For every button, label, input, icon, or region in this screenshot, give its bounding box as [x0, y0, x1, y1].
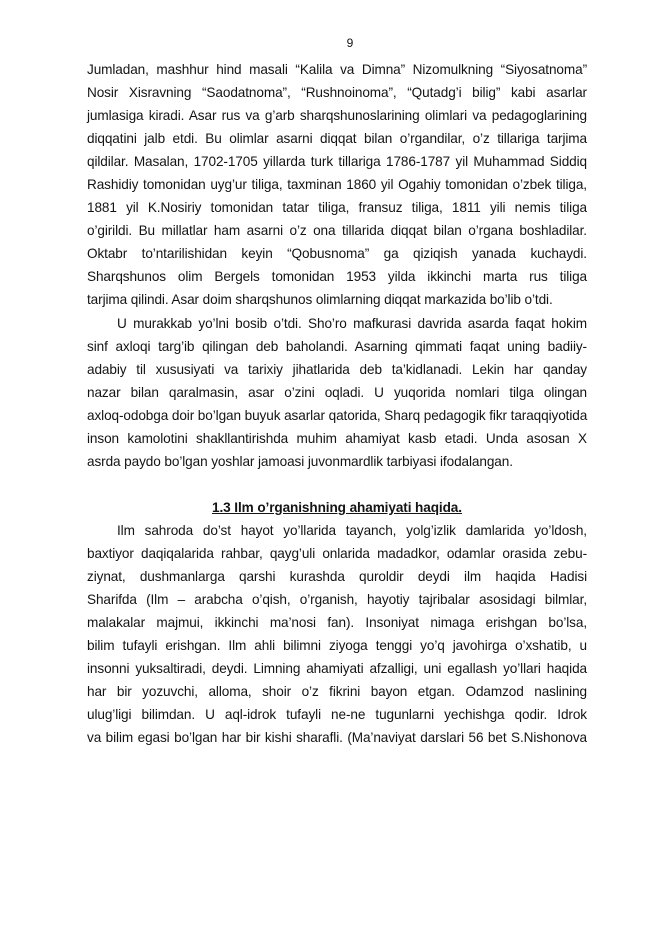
text-line: diqqatini jalb etdi. Bu olimlar asarni diqqat bilan o’rgandilar, o’z tillariga tarjima: [87, 131, 587, 147]
text-line: nazar bilan qaralmasin, asar o’zini oqladi. U yuqorida nomlari tilga olingan: [87, 384, 587, 400]
text-line: baxtiyor daqiqalarida rahbar, qayg’uli onlarida madadkor, odamlar orasida zebu-: [87, 545, 587, 561]
text-line: jumlasiga kiradi. Asar rus va g’arb sharqshunoslarining olimlari va pedagoglarining: [87, 108, 587, 124]
text-line: ziynat, dushmanlarga qarshi kurashda quroldir deydi ilm haqida Hadisi: [87, 568, 587, 584]
text-line: tarjima qilindi. Asar doim sharqshunos olimlarning diqqat markazida bo’lib o’tdi.: [87, 292, 553, 308]
blank-line: [87, 473, 587, 496]
text-line: sinf axloqi targ’ib qilingan deb baholandi. Asarning qimmati faqat uning badiiy-: [87, 338, 587, 354]
text-line: insonni yuksaltiradi, deydi. Limning ahamiyati afzalligi, uni egallash yo’llari haqida: [87, 661, 587, 677]
text-line: Ilm sahroda do’st hayot yo’llarida tayanch, yolg’izlik damlarida yo’ldosh,: [117, 522, 587, 538]
text-line: U murakkab yo’lni bosib o’tdi. Sho’ro mafkurasi davrida asarda faqat hokim: [117, 315, 587, 331]
text-line: Sharqshunos olim Bergels tomonidan 1953 yilda ikkinchi marta rus tiliga: [87, 269, 587, 285]
text-line: bilim tufayli erishgan. Ilm ahli bilimni ziyoga tenggi yo’q javohirga o’xshatib, u: [87, 638, 587, 654]
page-number: 9: [346, 36, 354, 50]
text-line: inson kamolotini shakllantirishda muhim ahamiyat kasb etadi. Unda asosan X: [87, 430, 587, 446]
document-body: [87, 58, 587, 749]
text-line: qildilar. Masalan, 1702-1705 yillarda turk tillariga 1786-1787 yil Muhammad Siddiq: [87, 154, 587, 170]
text-line: Jumladan, mashhur hind masali “Kalila va Dimna” Nizomulkning “Siyosatnoma”: [87, 62, 587, 77]
paragraph: [87, 58, 587, 312]
text-line: har bir yozuvchi, alloma, shoir o’z fikrini bayon etgan. Odamzod naslining: [87, 684, 587, 700]
text-line: 1881 yil K.Nosiriy tomonidan tatar tiliga, fransuz tiliga, 1811 yili nemis tiliga: [87, 200, 587, 216]
text-line: ulug’ligi bilimdan. U aql-idrok tufayli ne-ne tugunlarni yechishga qodir. Idrok: [87, 707, 587, 723]
text-line: va bilim egasi bo’lgan har bir kishi sharafli. (Ma’naviyat darslari 56 bet S.Nishonova: [87, 730, 587, 746]
text-line: adabiy til xususiyati va tarixiy jihatlarida deb ta’kidlanadi. Lekin har qanday: [87, 361, 587, 377]
text-line: Rashidiy tomonidan uyg’ur tiliga, taxminan 1860 yil Ogahiy tomonidan o’zbek tiliga,: [87, 177, 587, 193]
text-line: asrda paydo bo’lgan yoshlar jamoasi juvonmardlik tarbiyasi ifodalangan.: [87, 453, 513, 469]
text-line: malakalar majmui, ikkinchi ma’nosi fan). Insoniyat nimaga erishgan bo’lsa,: [87, 615, 587, 631]
paragraph: [87, 519, 587, 749]
paragraph: [87, 312, 587, 473]
text-line: Sharifda (Ilm – arabcha o’qish, o’rganish, hayotiy tajribalar asosidagi bilmlar,: [87, 592, 587, 608]
text-line: Nosir Xisravning “Saodatnoma”, “Rushnoinoma”, “Qutadg’i bilig” kabi asarlar: [87, 85, 587, 101]
text-line: o’girildi. Bu millatlar ham asarni o’z ona tillarida diqqat bilan o’rgana boshladilar.: [87, 223, 587, 239]
section-heading: 1.3 Ilm o’rganishning ahamiyati haqida.: [212, 499, 462, 515]
text-line: axloq-odobga doir bo’lgan buyuk asarlar qatorida, Sharq pedagogik fikr taraqqiyotida: [87, 407, 588, 423]
text-line: Oktabr to’ntarilishidan keyin “Qobusnoma” ga qiziqish yanada kuchaydi.: [87, 246, 587, 262]
